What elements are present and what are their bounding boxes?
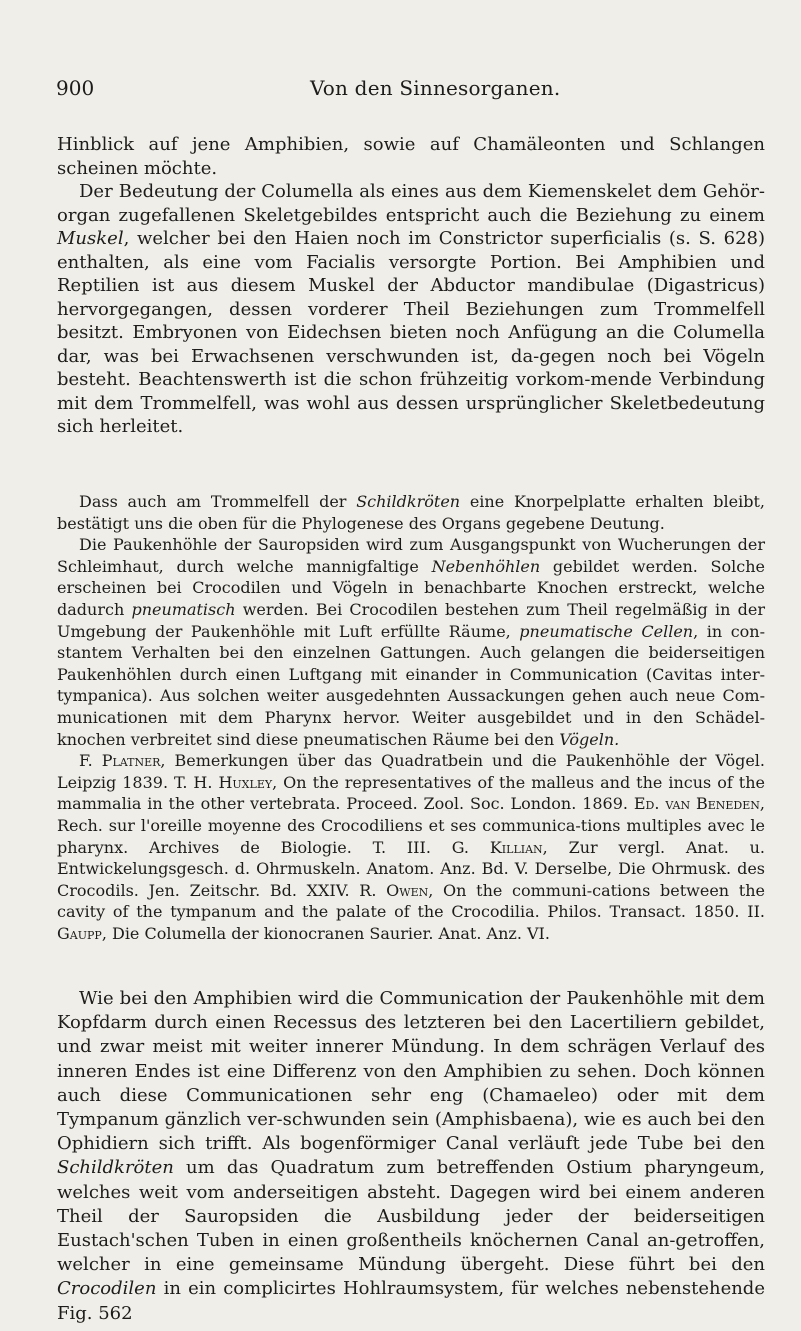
text-run: Dass auch am Trommelfell der	[79, 492, 357, 511]
paragraph-paukenhoehle	[57, 534, 765, 750]
italic-term: pneumatisch	[131, 599, 236, 619]
paragraph-text: Hinblick auf jene Amphibien, sowie auf Chamäleonten und Schlangen scheinen möchte.	[57, 134, 765, 179]
text-run: Der Bedeutung der Columella als eines aus dem Kiemenskelet dem Gehör-organ zugefallenen Skeletgebildes entspricht auch die Beziehung zu einem	[57, 181, 765, 226]
paragraph-references	[57, 750, 765, 944]
paragraph-columella-muscle	[57, 180, 765, 439]
author-name: Owen	[386, 880, 429, 900]
italic-term: Muskel	[57, 228, 124, 249]
italic-term: Schildkröten	[356, 492, 461, 511]
text-run: , welcher bei den Haien noch im Constrictor superficialis (s. S. 628) enthalten, als eine vom Facialis versorgte Portion. Bei Amphibien und Reptilien ist aus diesem Muskel der Abductor mandibulae (Digastricus) hervorgegangen, dessen vorderer Theil Beziehungen zum Trommelfell besitzt. Embryonen von Eidechsen bieten noch Anfügung an die Columella dar, was bei Erwachsenen verschwunden ist, da-gegen noch bei Vögeln besteht. Beachtenswerth ist die schon frühzeitig vorkom-mende Verbindung mit dem Trommelfell, was wohl aus dessen ursprünglicher Skeletbedeutung sich herleitet.	[57, 228, 765, 437]
text-run: , in con-stantem Verhalten bei den einzelnen Gattungen. Auch gelangen die beiderseitigen Paukenhöhlen durch einen Luftgang mit einander in Communication (Cavitas inter-tympanica). Aus solchen weiter ausgedehnten Aussackungen gehen auch neue Com-municationen mit dem Pharynx hervor. Weiter ausgebildet und in den Schädel-knochen verbreitet sind diese pneumatischen Räume bei den	[57, 621, 765, 749]
text-run: gebildet werden. Solche erscheinen bei Crocodilen und Vögeln in benachbarte Knochen erstreckt, welche dadurch	[57, 556, 765, 619]
text-run: , On the representatives of the malleus and the incus of the mammalia in the other vertebrata. Proceed. Zool. Soc. London. 1869.	[57, 772, 766, 814]
paragraph-schildkroeten	[57, 491, 765, 534]
text-run: um das Quadratum zum betreffenden Ostium pharyngeum, welches weit vom anderseitigen absteht. Dagegen wird bei einem anderen Theil der Sauropsiden die Ausbildung jeder der beiderseitigen Eustach'schen Tuben in einen großentheils knöchernen Canal an-getroffen, welcher in eine gemeinsame Mündung übergeht. Diese führt bei den	[57, 1157, 765, 1276]
text-run: eine Knorpelplatte erhalten bleibt, bestätigt uns die oben für die Phylogenese des Organs gegebene Deutung.	[57, 492, 766, 533]
text-run: , Die Columella der kionocranen Saurier. Anat. Anz. VI.	[101, 923, 550, 943]
main-text-top	[57, 133, 765, 439]
author-name: F. Platner	[79, 751, 161, 771]
text-run: , On the communi-cations between the cavity of the tympanum and the palate of the Crocodilia. Philos. Transact. 1850. II.	[57, 880, 765, 922]
italic-term: Crocodilen	[57, 1278, 157, 1300]
author-name: Gaupp	[57, 923, 102, 943]
author-name: Huxley	[218, 772, 273, 792]
text-run: Die Paukenhöhle der Sauropsiden wird zum Ausgangspunkt von Wucherungen der Schleimhaut, durch welche mannigfaltige	[57, 535, 765, 576]
author-name: Ed. van Beneden	[633, 794, 760, 814]
running-title: Von den Sinnesorganen.	[310, 76, 561, 100]
main-text-bottom	[57, 987, 765, 1326]
text-run: Wie bei den Amphibien wird die Communication der Paukenhöhle mit dem Kopfdarm durch einen Recessus des letzteren bei den Lacertiliern gebildet, und zwar meist mit weiter innerer Mündung. In dem schrägen Verlauf des inneren Endes ist eine Differenz von den Amphibien zu sehen. Doch können auch diese Communicationen sehr eng (Chamaeleo) oder mit dem Tympanum gänzlich ver-schwunden sein (Amphisbaena), wie es auch bei den Ophidiern sich trifft. Als bogenförmiger Canal verläuft jede Tube bei den	[57, 988, 765, 1155]
text-run: in ein complicirtes Hohlraumsystem, für welches nebenstehende Fig. 562	[57, 1278, 765, 1324]
italic-term: pneumatische Cellen	[519, 621, 694, 641]
paragraph-communication	[57, 987, 765, 1326]
author-name: Killian	[489, 837, 543, 857]
text-run: , Zur vergl. Anat. u. Entwickelungsgesch. d. Ohrmuskeln. Anatom. Anz. Bd. V. Derselbe, Die Ohrmusk. des Crocodils. Jen. Zeitschr. Bd. XXIV. R.	[57, 837, 765, 900]
small-print-section	[57, 491, 765, 944]
page-number: 900	[56, 76, 95, 100]
italic-term: Schildkröten	[57, 1157, 174, 1179]
paragraph-continuation	[57, 133, 765, 180]
text-run: , Rech. sur l'oreille moyenne des Crocodiliens et ses communica-tions multiples avec le pharynx. Archives de Biologie. T. III. G.	[57, 794, 765, 857]
italic-term: Nebenhöhlen	[431, 556, 541, 576]
running-header	[56, 76, 768, 106]
text-run: werden. Bei Crocodilen bestehen zum Theil regelmäßig in der Umgebung der Paukenhöhle mit Luft erfüllte Räume,	[57, 599, 765, 641]
italic-term: Vögeln.	[559, 729, 620, 749]
text-run: , Bemerkungen über das Quadratbein und die Paukenhöhle der Vögel. Leipzig 1839. T. H.	[57, 751, 765, 792]
